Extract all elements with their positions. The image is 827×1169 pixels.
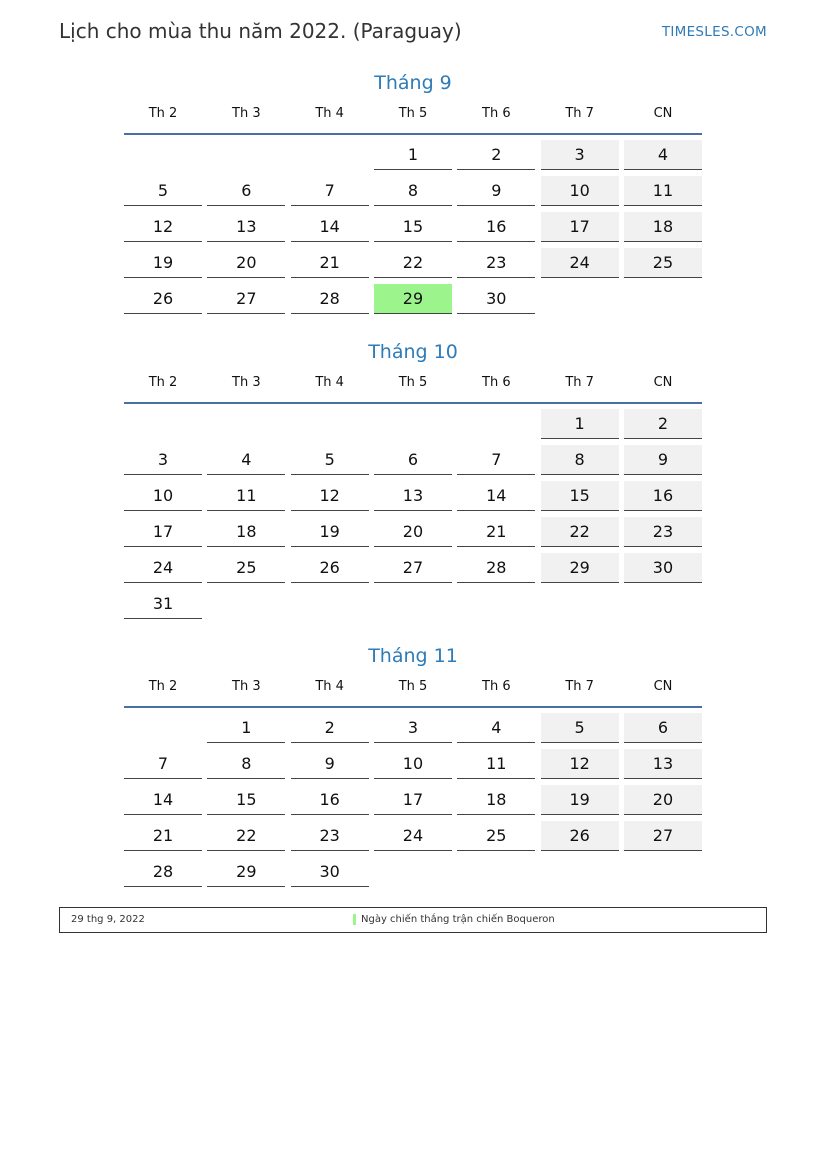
day-cell[interactable]: 1 <box>374 140 452 170</box>
day-cell[interactable]: 23 <box>624 517 702 547</box>
brand-link[interactable]: TIMESLES.COM <box>661 24 767 40</box>
day-cell[interactable]: 25 <box>457 821 535 851</box>
day-cell[interactable]: 7 <box>124 749 202 779</box>
day-cell[interactable]: 1 <box>541 409 619 439</box>
day-cell[interactable]: 19 <box>541 785 619 815</box>
empty-cell <box>124 409 202 439</box>
day-cell[interactable]: 25 <box>207 553 285 583</box>
day-cell[interactable]: 1 <box>207 713 285 743</box>
day-cell[interactable]: 6 <box>374 445 452 475</box>
weekday-header <box>124 103 702 135</box>
empty-cell <box>124 713 202 743</box>
day-cell[interactable]: 27 <box>207 284 285 314</box>
weekday-label: Th 6 <box>482 375 511 390</box>
day-grid <box>124 140 702 320</box>
day-cell[interactable]: 3 <box>124 445 202 475</box>
day-cell[interactable]: 31 <box>124 589 202 619</box>
day-cell[interactable]: 8 <box>207 749 285 779</box>
weekday-label: Th 2 <box>148 375 178 390</box>
weekday-label: CN <box>653 106 673 121</box>
weekday-label: CN <box>653 375 673 390</box>
weekday-label: Th 2 <box>148 106 178 121</box>
day-cell[interactable]: 28 <box>457 553 535 583</box>
legend-holiday-name: Ngày chiến thắng trận chiến Boqueron <box>361 914 555 925</box>
day-cell[interactable]: 7 <box>291 176 369 206</box>
day-cell[interactable]: 26 <box>541 821 619 851</box>
day-grid <box>124 409 702 625</box>
day-cell[interactable]: 28 <box>124 857 202 887</box>
day-cell[interactable]: 21 <box>291 248 369 278</box>
month-title: Tháng 10 <box>368 341 458 363</box>
day-cell[interactable]: 15 <box>207 785 285 815</box>
weekday-label: CN <box>653 679 673 694</box>
day-cell[interactable]: 20 <box>374 517 452 547</box>
weekday-header <box>124 372 702 404</box>
day-cell[interactable]: 18 <box>457 785 535 815</box>
day-cell[interactable]: 19 <box>291 517 369 547</box>
day-cell[interactable]: 12 <box>291 481 369 511</box>
day-cell[interactable]: 21 <box>124 821 202 851</box>
day-cell[interactable]: 11 <box>207 481 285 511</box>
weekday-label: Th 4 <box>315 375 344 390</box>
day-cell[interactable]: 18 <box>207 517 285 547</box>
day-cell[interactable]: 5 <box>541 713 619 743</box>
day-cell[interactable]: 12 <box>541 749 619 779</box>
weekday-label: Th 3 <box>232 679 261 694</box>
weekday-label: Th 2 <box>148 679 178 694</box>
day-cell[interactable]: 29 <box>207 857 285 887</box>
day-cell[interactable]: 6 <box>624 713 702 743</box>
day-cell[interactable]: 15 <box>541 481 619 511</box>
day-cell[interactable]: 16 <box>457 212 535 242</box>
weekday-header <box>124 676 702 708</box>
day-cell[interactable]: 29 <box>541 553 619 583</box>
empty-cell <box>291 409 369 439</box>
weekday-label: Th 3 <box>232 375 261 390</box>
weekday-label: Th 5 <box>398 375 428 390</box>
empty-cell <box>374 409 452 439</box>
day-cell[interactable]: 26 <box>291 553 369 583</box>
day-cell[interactable]: 20 <box>207 248 285 278</box>
day-grid <box>124 713 702 893</box>
page-title: Lịch cho mùa thu năm 2022. (Paraguay) <box>59 19 462 43</box>
day-cell[interactable]: 10 <box>374 749 452 779</box>
empty-cell <box>207 409 285 439</box>
holiday-day-cell[interactable]: 29 <box>374 284 452 314</box>
day-cell[interactable]: 30 <box>624 553 702 583</box>
day-cell[interactable]: 22 <box>207 821 285 851</box>
empty-cell <box>124 140 202 170</box>
day-cell[interactable]: 28 <box>291 284 369 314</box>
day-cell[interactable]: 14 <box>457 481 535 511</box>
month-september <box>124 68 702 320</box>
day-cell[interactable]: 11 <box>624 176 702 206</box>
day-cell[interactable]: 4 <box>624 140 702 170</box>
weekday-label: Th 6 <box>482 106 511 121</box>
day-cell[interactable]: 15 <box>374 212 452 242</box>
day-cell[interactable]: 11 <box>457 749 535 779</box>
day-cell[interactable]: 2 <box>457 140 535 170</box>
day-cell[interactable]: 13 <box>374 481 452 511</box>
month-title: Tháng 9 <box>374 72 452 94</box>
day-cell[interactable]: 22 <box>374 248 452 278</box>
empty-cell <box>291 140 369 170</box>
day-cell[interactable]: 30 <box>457 284 535 314</box>
day-cell[interactable]: 22 <box>541 517 619 547</box>
day-cell[interactable]: 4 <box>457 713 535 743</box>
weekday-label: Th 4 <box>315 106 344 121</box>
day-cell[interactable]: 12 <box>124 212 202 242</box>
weekday-label: Th 3 <box>232 106 261 121</box>
day-cell[interactable]: 5 <box>291 445 369 475</box>
month-november <box>124 641 702 893</box>
day-cell[interactable]: 27 <box>374 553 452 583</box>
month-october <box>124 337 702 625</box>
empty-cell <box>457 409 535 439</box>
weekday-label: Th 5 <box>398 106 428 121</box>
day-cell[interactable]: 24 <box>374 821 452 851</box>
day-cell[interactable]: 24 <box>124 553 202 583</box>
day-cell[interactable]: 24 <box>541 248 619 278</box>
day-cell[interactable]: 23 <box>457 248 535 278</box>
day-cell[interactable]: 4 <box>207 445 285 475</box>
weekday-label: Th 5 <box>398 679 428 694</box>
day-cell[interactable]: 16 <box>291 785 369 815</box>
weekday-label: Th 6 <box>482 679 511 694</box>
legend-date: 29 thg 9, 2022 <box>71 914 145 925</box>
day-cell[interactable]: 17 <box>374 785 452 815</box>
weekday-label: Th 4 <box>315 679 344 694</box>
month-title: Tháng 11 <box>368 645 458 667</box>
day-cell[interactable]: 20 <box>624 785 702 815</box>
day-cell[interactable]: 8 <box>374 176 452 206</box>
day-cell[interactable]: 30 <box>291 857 369 887</box>
day-cell[interactable]: 10 <box>541 176 619 206</box>
day-cell[interactable]: 17 <box>124 517 202 547</box>
day-cell[interactable]: 9 <box>624 445 702 475</box>
holiday-legend <box>59 907 767 933</box>
day-cell[interactable]: 14 <box>291 212 369 242</box>
day-cell[interactable]: 10 <box>124 481 202 511</box>
day-cell[interactable]: 27 <box>624 821 702 851</box>
weekday-label: Th 7 <box>565 106 594 121</box>
weekday-label: Th 7 <box>565 679 594 694</box>
day-cell[interactable]: 13 <box>624 749 702 779</box>
weekday-label: Th 7 <box>565 375 594 390</box>
day-cell[interactable]: 5 <box>124 176 202 206</box>
day-cell[interactable]: 6 <box>207 176 285 206</box>
day-cell[interactable]: 2 <box>624 409 702 439</box>
day-cell[interactable]: 16 <box>624 481 702 511</box>
day-cell[interactable]: 23 <box>291 821 369 851</box>
day-cell[interactable]: 14 <box>124 785 202 815</box>
day-cell[interactable]: 8 <box>541 445 619 475</box>
empty-cell <box>207 140 285 170</box>
day-cell[interactable]: 3 <box>374 713 452 743</box>
day-cell[interactable]: 19 <box>124 248 202 278</box>
day-cell[interactable]: 2 <box>291 713 369 743</box>
day-cell[interactable]: 25 <box>624 248 702 278</box>
day-cell[interactable]: 18 <box>624 212 702 242</box>
day-cell[interactable]: 9 <box>457 176 535 206</box>
day-cell[interactable]: 13 <box>207 212 285 242</box>
day-cell[interactable]: 17 <box>541 212 619 242</box>
legend-color-marker <box>353 914 356 925</box>
day-cell[interactable]: 21 <box>457 517 535 547</box>
day-cell[interactable]: 26 <box>124 284 202 314</box>
day-cell[interactable]: 3 <box>541 140 619 170</box>
day-cell[interactable]: 7 <box>457 445 535 475</box>
day-cell[interactable]: 9 <box>291 749 369 779</box>
